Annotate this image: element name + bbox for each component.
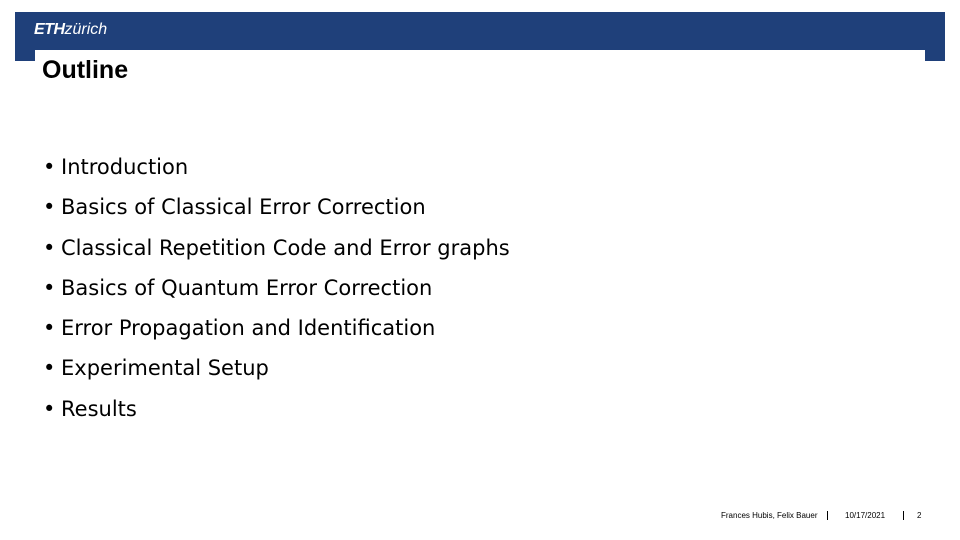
bullet-icon: • [43, 356, 56, 381]
outline-item-label: Error Propagation and Identification [61, 316, 436, 341]
logo-zurich-text: zürich [64, 21, 108, 38]
footer-date: 10/17/2021 [845, 511, 886, 520]
bullet-icon: • [43, 275, 56, 300]
bullet-icon: • [43, 235, 56, 260]
footer-page-number: 2 [917, 511, 922, 520]
outline-item [43, 187, 510, 227]
eth-zurich-logo [34, 20, 107, 40]
slide-footer [0, 509, 960, 523]
outline-item-label: Introduction [61, 155, 189, 179]
footer-authors: Frances Hubis, Felix Bauer [721, 511, 818, 520]
outline-item [43, 389, 510, 429]
outline-item [43, 348, 510, 388]
outline-item-label: Experimental Setup [61, 356, 269, 381]
outline-item-label: Basics of Quantum Error Correction [61, 275, 433, 300]
outline-item [43, 228, 510, 268]
slide-title: Outline [42, 56, 129, 84]
bullet-icon: • [43, 195, 56, 220]
footer-divider [903, 511, 904, 520]
outline-list [43, 147, 510, 429]
logo-eth-text: ETH [34, 21, 65, 38]
bullet-icon: • [43, 396, 56, 421]
bullet-icon: • [43, 316, 56, 341]
footer-divider [827, 511, 828, 520]
outline-item [43, 308, 510, 348]
bullet-icon: • [43, 155, 56, 179]
outline-item-label: Results [61, 396, 137, 421]
header-title-strip [35, 50, 925, 61]
outline-item-label: Classical Repetition Code and Error graphs [61, 235, 510, 260]
outline-item [43, 268, 510, 308]
outline-item-label: Basics of Classical Error Correction [61, 195, 426, 220]
outline-item [43, 147, 510, 187]
